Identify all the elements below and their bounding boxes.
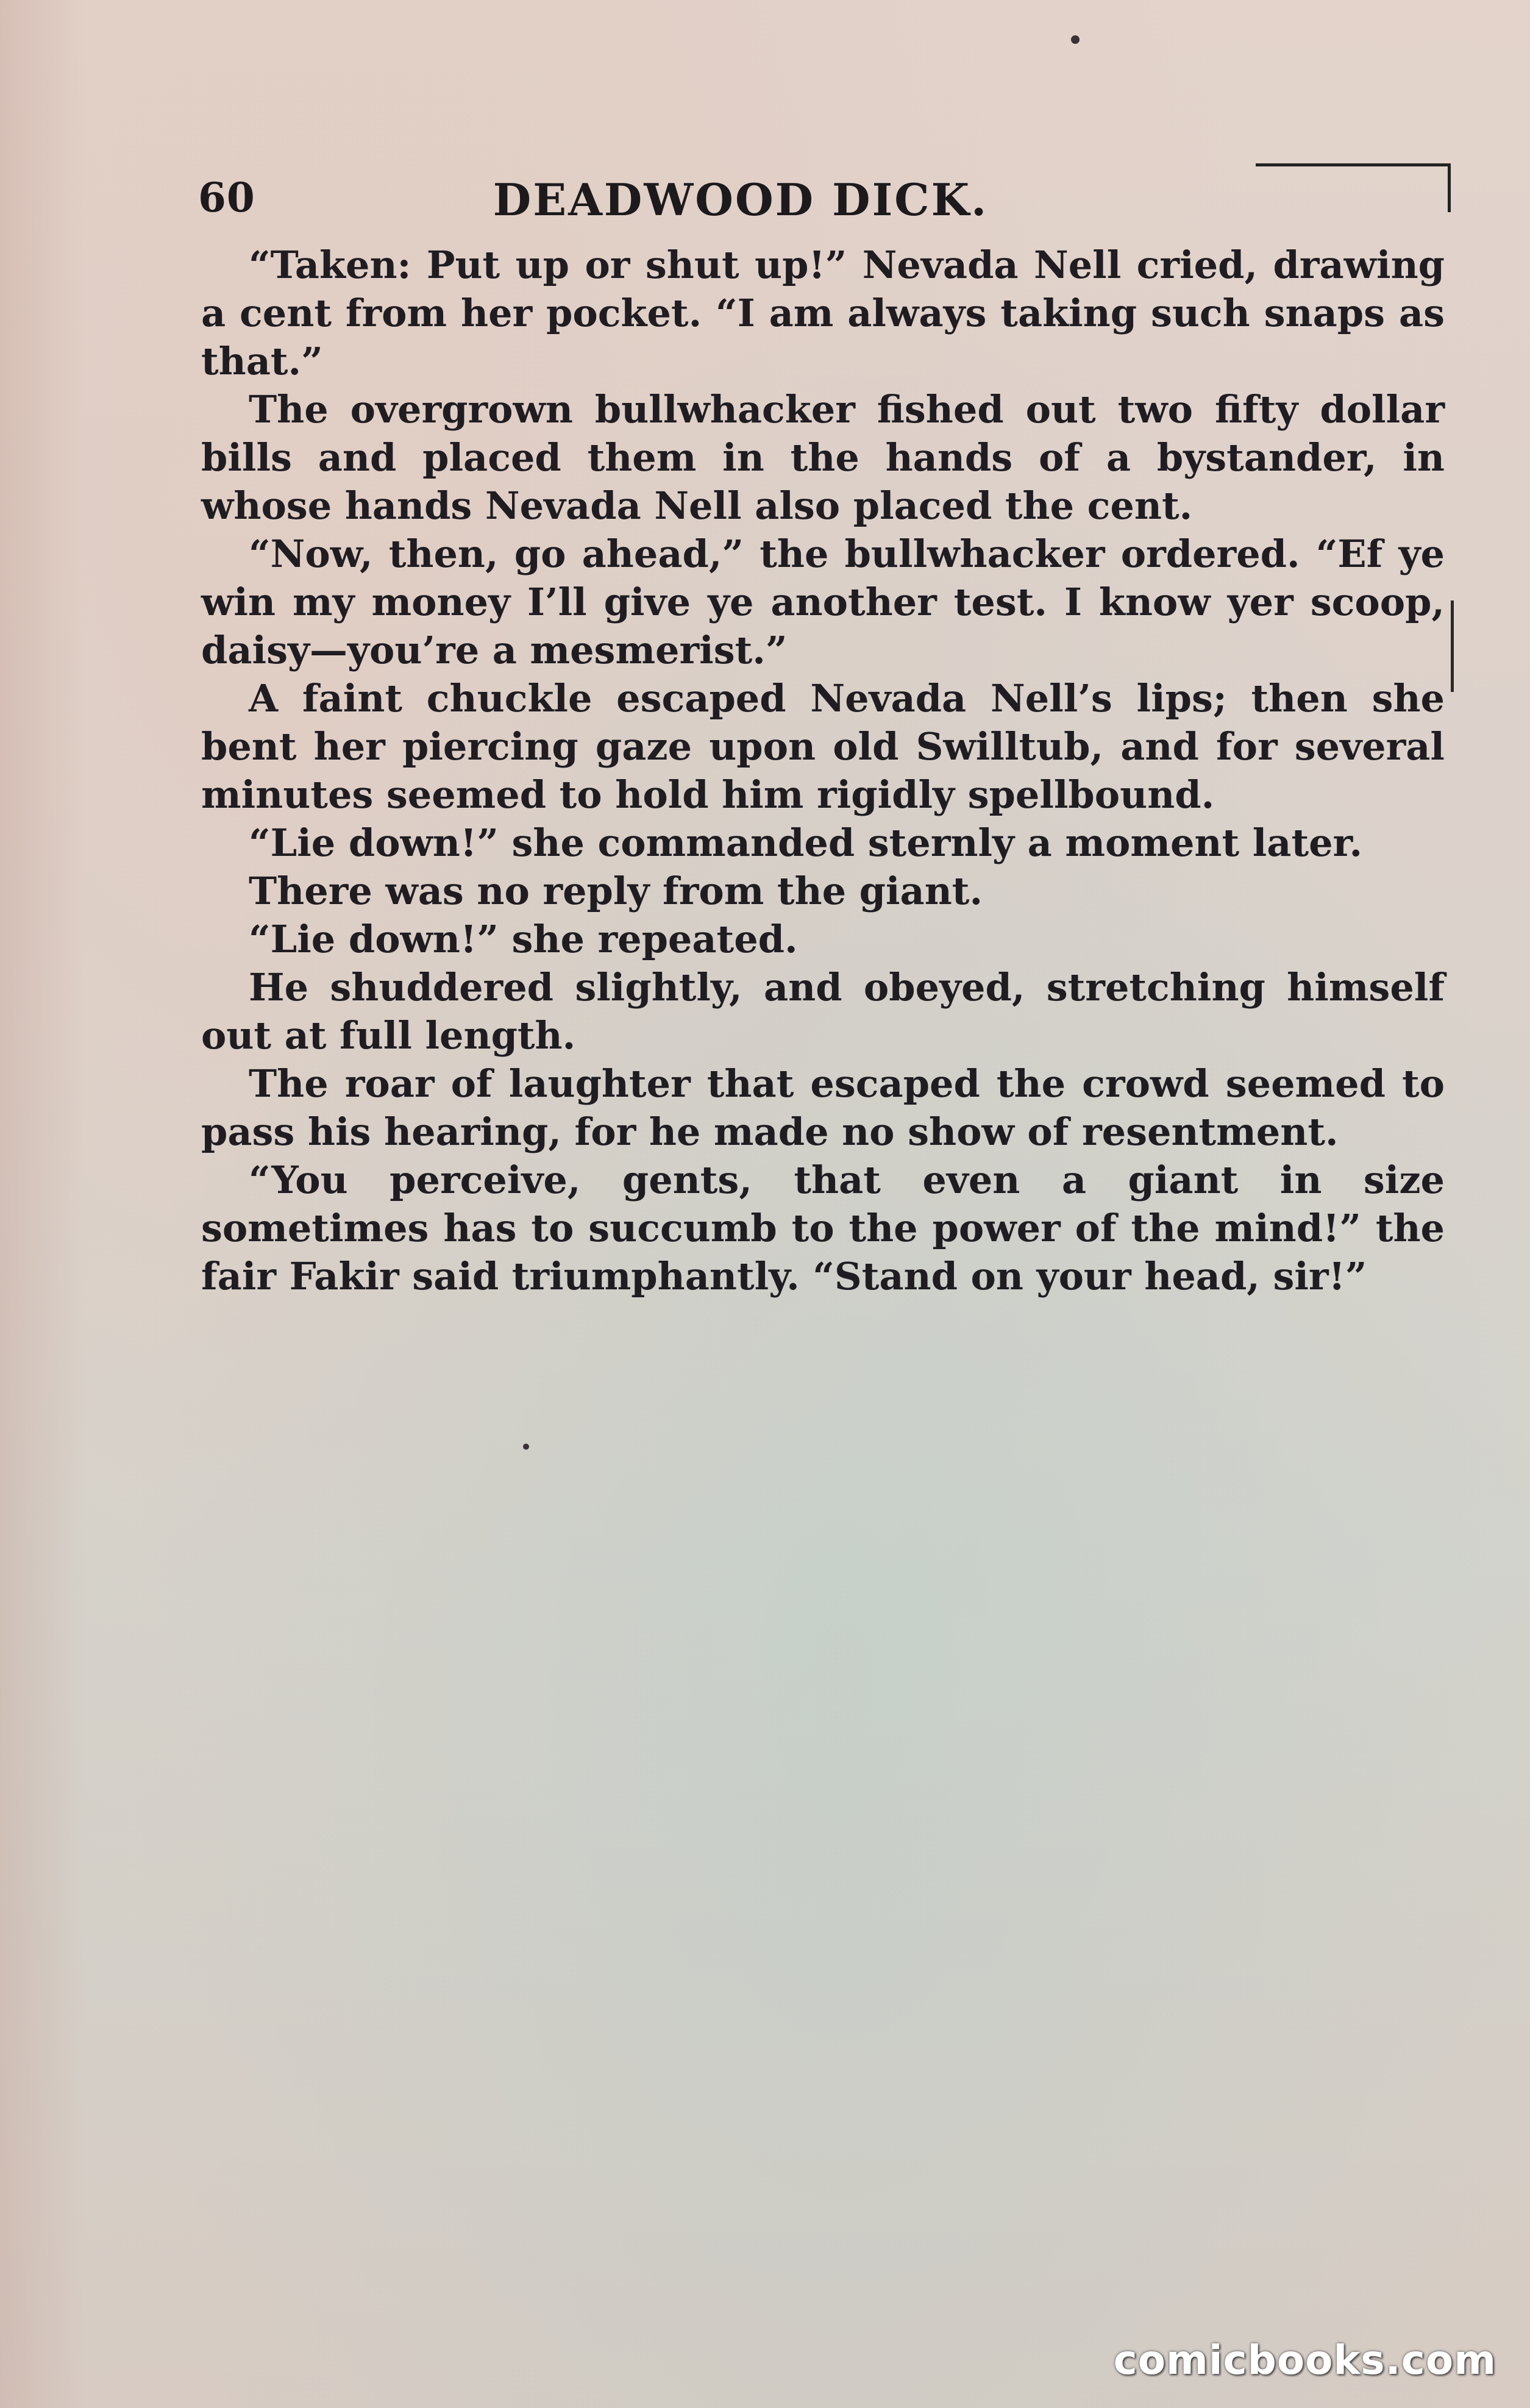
paragraph: He shuddered slightly, and obeyed, stretching himself out at full length. (201, 965, 1445, 1058)
paragraph: “Taken: Put up or shut up!” Nevada Nell cried, drawing a cent from her pocket. “I am always taking such snaps as that.” (201, 243, 1445, 383)
page-header (198, 168, 1454, 235)
paragraph: “Lie down!” she repeated. (249, 917, 798, 961)
paragraph: “Lie down!” she commanded sternly a moment later. (249, 821, 1363, 865)
paragraph: The roar of laughter that escaped the crowd seemed to pass his hearing, for he made no show of resentment. (201, 1061, 1445, 1154)
body-text (201, 241, 1445, 1300)
paragraph: “Now, then, go ahead,” the bullwhacker ordered. “Ef ye win my money I’ll give ye another test. I know yer scoop, daisy—you’re a mesmerist.” (201, 532, 1445, 672)
paragraph: There was no reply from the giant. (249, 869, 983, 913)
paragraph: The overgrown bullwhacker fished out two fifty dollar bills and placed them in the hands of a bystander, in whose hands Nevada Nell also placed the cent. (201, 387, 1445, 528)
paragraph: “You perceive, gents, that even a giant in size sometimes has to succumb to the power of the mind!” the fair Fakir said triumphantly. “Stand on your head, sir!” (201, 1158, 1445, 1298)
margin-mark (1451, 600, 1454, 692)
paragraph: A faint chuckle escaped Nevada Nell’s lips; then she bent her piercing gaze upon old Swilltub, and for several minutes seemed to hold him rigidly spellbound. (201, 676, 1445, 817)
watermark: comicbooks.com (1113, 2337, 1496, 2384)
page-number: 60 (198, 174, 255, 221)
page-edge-shading (0, 0, 85, 2408)
corner-rule (1256, 163, 1451, 166)
running-title: DEADWOOD DICK. (493, 174, 989, 226)
ink-speck (523, 1444, 529, 1450)
ink-speck (1071, 35, 1080, 44)
